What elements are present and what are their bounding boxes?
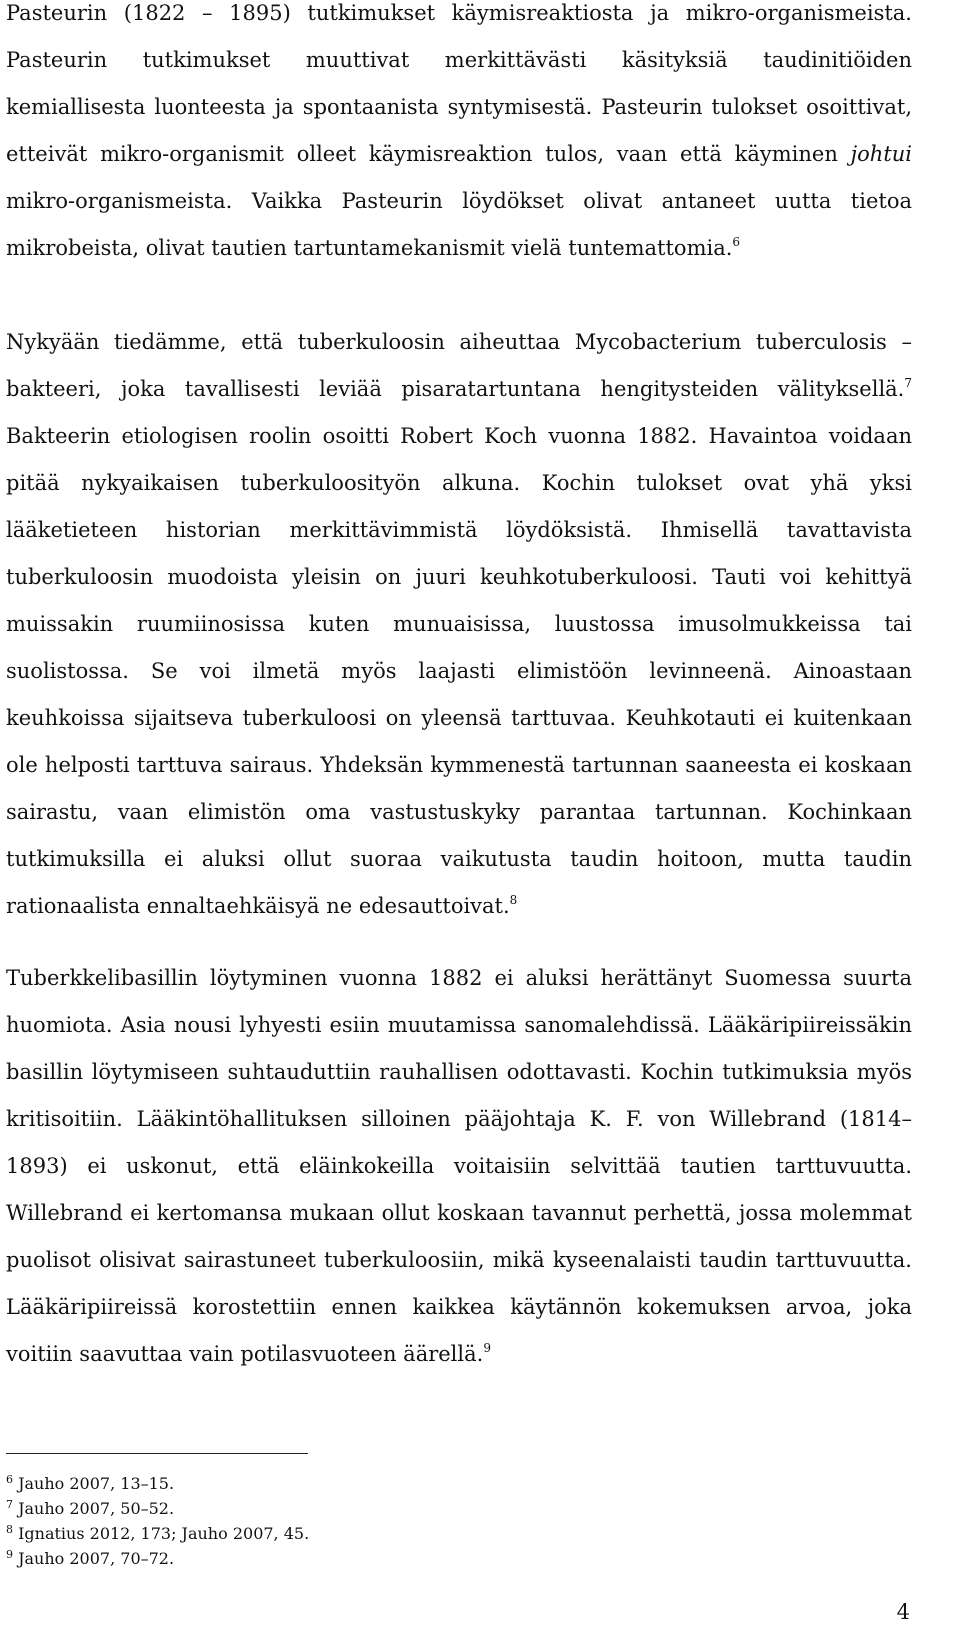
emphasized-text: johtui xyxy=(850,142,912,166)
footnote-item xyxy=(6,1496,706,1521)
footnote-reference: 9 xyxy=(483,1341,491,1355)
page-number: 4 xyxy=(896,1600,910,1624)
footnote-text: Ignatius 2012, 173; Jauho 2007, 45. xyxy=(13,1524,310,1543)
footnote-reference: 6 xyxy=(732,235,741,249)
footnote-number: 9 xyxy=(6,1548,13,1561)
footnote-item xyxy=(6,1521,706,1546)
footnote-text: Jauho 2007, 13–15. xyxy=(13,1474,175,1493)
paragraph-pasteur xyxy=(6,0,912,272)
paragraph-text: Pasteurin (1822 – 1895) tutkimukset käymisreaktiosta ja mikro-organismeista. Pasteurin tutkimukset muuttivat merkittävästi käsityksiä taudinitiöiden kemiallisesta luonteesta ja spontaanista syntymisestä. Pasteurin tulokset osoittivat, etteivät mikro-organismit olleet käymisreaktion tulos, vaan että käyminen xyxy=(6,1,912,166)
footnote-separator xyxy=(6,1453,308,1454)
paragraph-text: Nykyään tiedämme, että tuberkuloosin aiheuttaa Mycobacterium tuberculosis – bakteeri, joka tavallisesti leviää pisaratartuntana hengitysteiden välityksellä. xyxy=(6,330,912,401)
paragraph-text: mikro-organismeista. Vaikka Pasteurin löydökset olivat antaneet uutta tietoa mikrobeista, olivat tautien tartuntamekanismit vielä tuntemattomia. xyxy=(6,189,912,260)
paragraph-finland-reception xyxy=(6,955,912,1378)
paragraph-text: Bakteerin etiologisen roolin osoitti Robert Koch vuonna 1882. Havaintoa voidaan pitää nykyaikaisen tuberkuloosityön alkuna. Kochin tulokset ovat yhä yksi lääketieteen historian merkittävimmistä löydöksistä. Ihmisellä tavattavista tuberkuloosin muodoista yleisin on juuri keuhkotuberkuloosi. Tauti voi kehittyä muissakin ruumiinosissa kuten munuaisissa, luustossa imusolmukkeissa tai suolistossa. Se voi ilmetä myös laajasti elimistöön levinneenä. Ainoastaan keuhkoissa sijaitseva tuberkuloosi on yleensä tarttuvaa. Keuhkotauti ei kuitenkaan ole helposti tarttuva sairaus. Yhdeksän kymmenestä tartunnan saaneesta ei koskaan sairastu, vaan elimistön oma vastustuskyky parantaa tartunnan. Kochinkaan tutkimuksilla ei aluksi ollut suoraa vaikutusta taudin hoitoon, mutta taudin rationaalista ennaltaehkäisyä ne edesauttoivat. xyxy=(6,424,912,918)
footnote-item xyxy=(6,1471,706,1496)
footnote-text: Jauho 2007, 50–52. xyxy=(13,1499,175,1518)
footnote-reference: 8 xyxy=(509,893,518,907)
footnotes-list xyxy=(6,1471,706,1571)
footnote-number: 7 xyxy=(6,1498,13,1511)
footnote-number: 8 xyxy=(6,1523,13,1536)
paragraph-text: Tuberkkelibasillin löytyminen vuonna 1882 ei aluksi herättänyt Suomessa suurta huomiota. Asia nousi lyhyesti esiin muutamissa sanomalehdissä. Lääkäripiireissäkin basillin löytymiseen suhtauduttiin rauhallisen odottavasti. Kochin tutkimuksia myös kritisoitiin. Lääkintöhallituksen silloinen pääjohtaja K. F. von Willebrand (1814–1893) ei uskonut, että eläinkokeilla voitaisiin selvittää tautien tarttuvuutta. Willebrand ei kertomansa mukaan ollut koskaan tavannut perhettä, jossa molemmat puolisot olisivat sairastuneet tuberkuloosiin, mikä kyseenalaisti taudin tarttuvuutta. Lääkäripiireissä korostettiin ennen kaikkea käytännön kokemuksen arvoa, joka voitiin saavuttaa vain potilasvuoteen äärellä. xyxy=(6,966,912,1366)
footnote-item xyxy=(6,1546,706,1571)
footnote-reference: 7 xyxy=(904,376,912,390)
paragraph-tuberculosis xyxy=(6,319,912,930)
footnote-text: Jauho 2007, 70–72. xyxy=(13,1549,175,1568)
footnote-number: 6 xyxy=(6,1473,13,1486)
